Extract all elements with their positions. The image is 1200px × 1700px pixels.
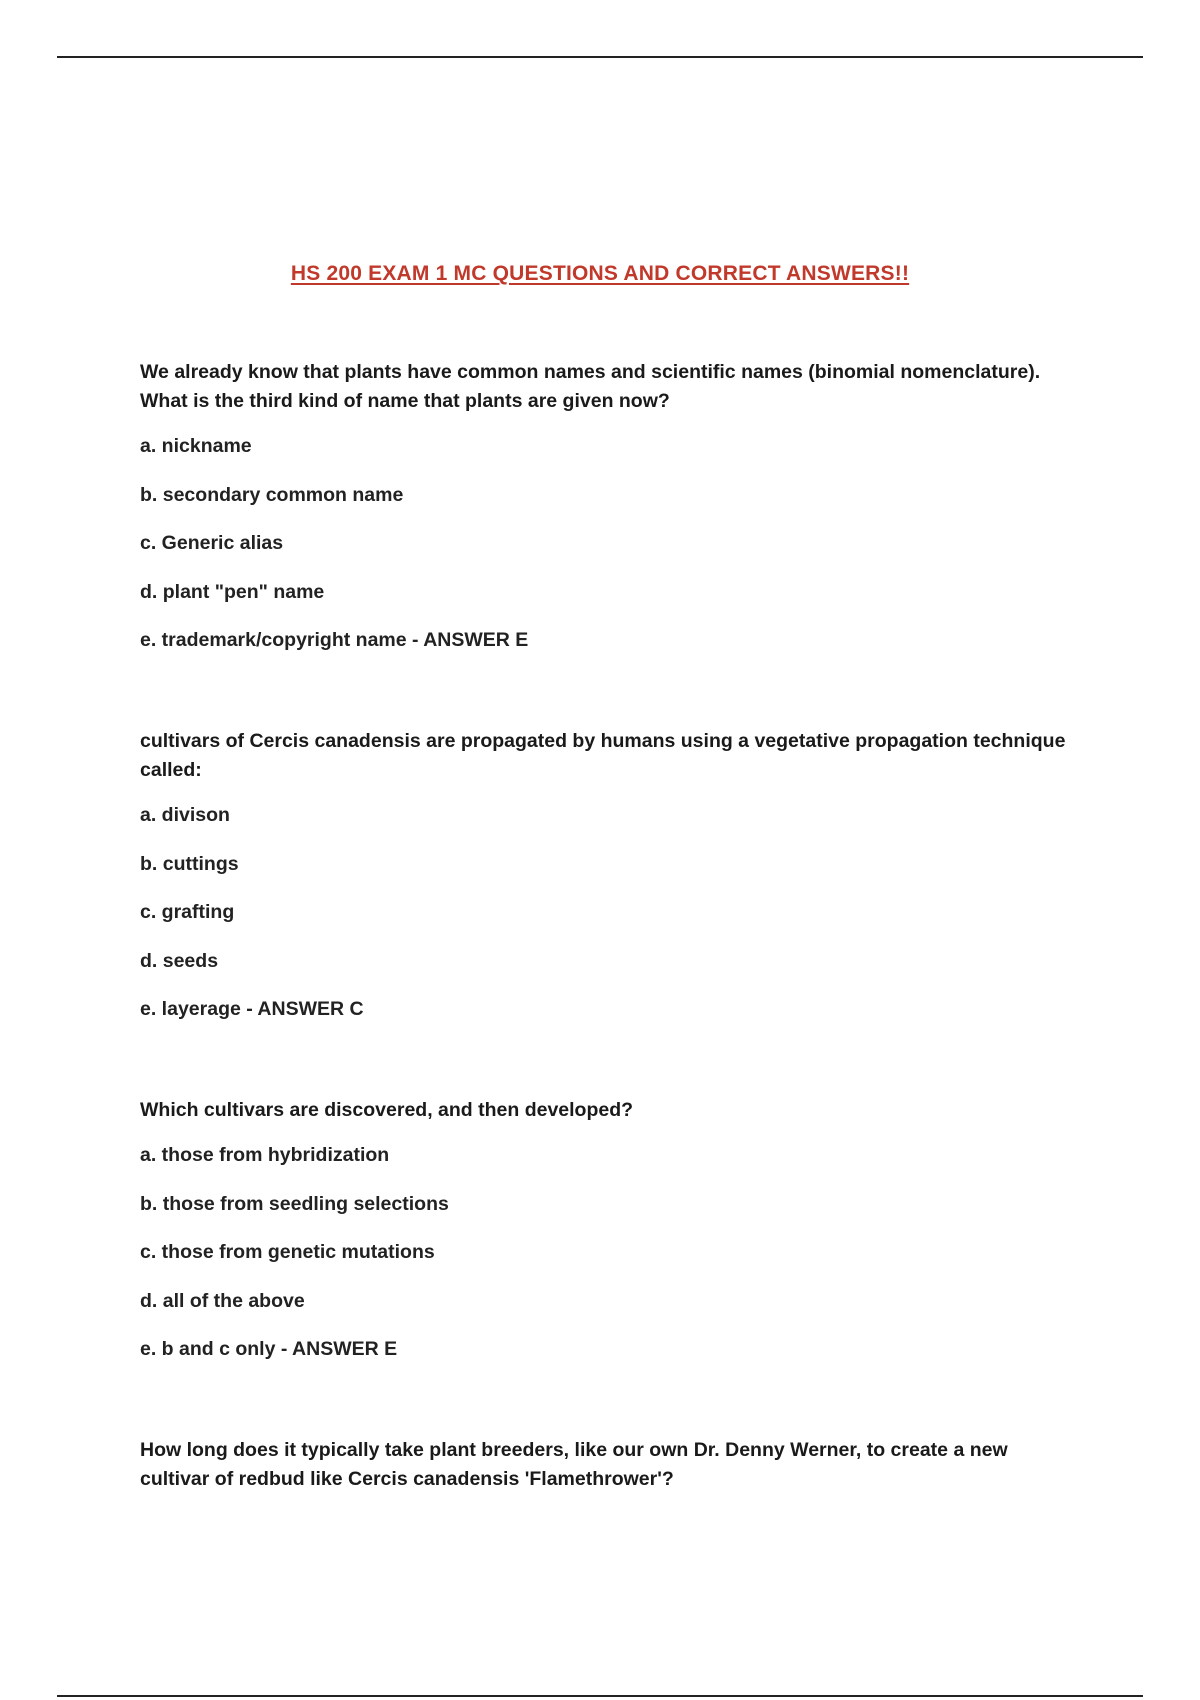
option-b: b. cuttings [140, 852, 239, 875]
option-e: e. b and c only - ANSWER E [140, 1338, 398, 1360]
option-c: c. grafting [140, 901, 235, 923]
question-prompt: How long does it typically take plant breeders, like our own Dr. Denny Werner, to create a new cultivar of redbud like Cercis canadensis 'Flamethrower'? [140, 1439, 1008, 1490]
option-d: d. plant "pen" name [140, 580, 325, 603]
question-3 [140, 1096, 1080, 1364]
option-c: c. Generic alias [140, 532, 284, 554]
option-b: b. secondary common name [140, 483, 404, 506]
question-prompt: Which cultivars are discovered, and then developed? [140, 1099, 634, 1121]
option-a: a. those from hybridization [140, 1144, 390, 1166]
option-d: d. all of the above [140, 1289, 305, 1312]
option-d: d. seeds [140, 949, 219, 972]
question-prompt: cultivars of Cercis canadensis are propagated by humans using a vegetative propagation technique called: [140, 730, 1066, 781]
question-2 [140, 727, 1080, 1024]
option-e: e. layerage - ANSWER C [140, 998, 364, 1020]
document-title: HS 200 EXAM 1 MC QUESTIONS AND CORRECT ANSWERS!! [290, 262, 910, 285]
option-c: c. those from genetic mutations [140, 1241, 435, 1263]
bottom-rule [57, 1695, 1143, 1697]
question-prompt: We already know that plants have common names and scientific names (binomial nomenclature). What is the third kind of name that plants are given now? [140, 361, 1041, 412]
questions-list [140, 358, 1080, 1510]
question-4 [140, 1436, 1080, 1494]
option-a: a. divison [140, 804, 230, 826]
option-e: e. trademark/copyright name - ANSWER E [140, 629, 529, 651]
option-a: a. nickname [140, 435, 252, 457]
option-b: b. those from seedling selections [140, 1192, 449, 1215]
top-rule [57, 56, 1143, 58]
question-1 [140, 358, 1080, 655]
